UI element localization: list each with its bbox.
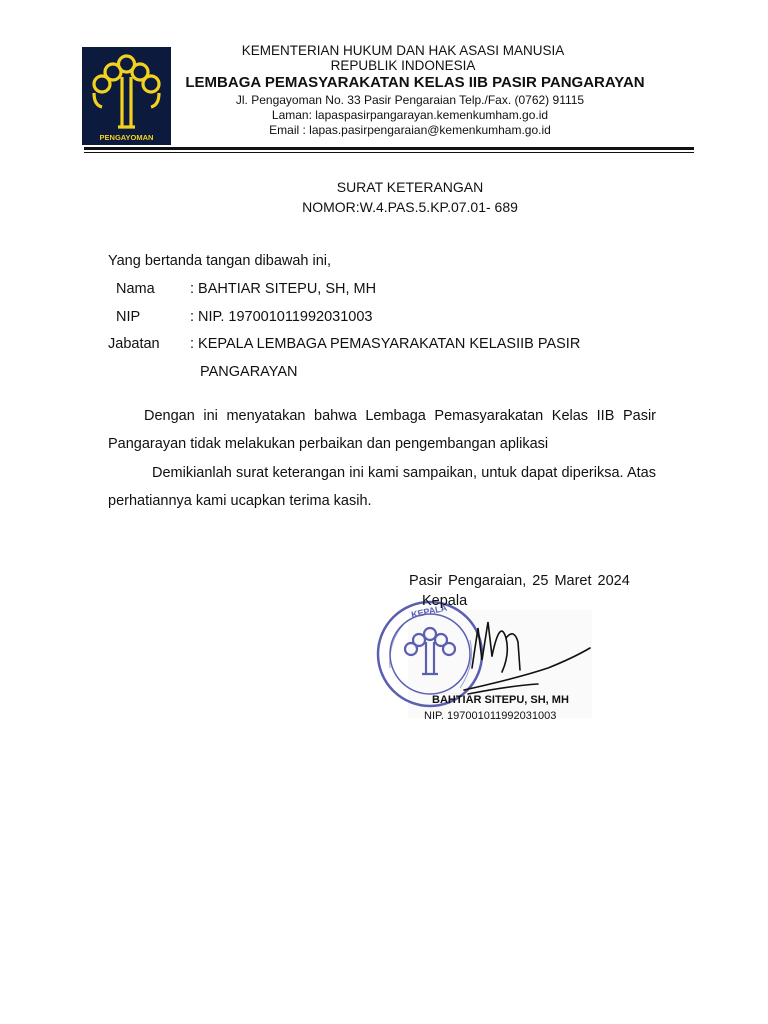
signatory-nip: NIP. 197001011992031003 xyxy=(424,710,557,722)
institution-website: Laman: lapaspasirpangarayan.kemenkumham.go.id xyxy=(271,108,549,122)
ministry-name: KEMENTERIAN HUKUM DAN HAK ASASI MANUSIA xyxy=(241,43,565,58)
svg-text:KEPALA: KEPALA xyxy=(410,602,448,620)
letterhead-divider-thin xyxy=(84,152,694,153)
statement-paragraph: Dengan ini menyatakan bahwa Lembaga Pemasyarakatan Kelas IIB Pasir Pangarayan tidak melakukan perbaikan dan pengembangan aplikasi xyxy=(108,408,656,452)
field-label-nama: Nama xyxy=(116,281,155,297)
letter-number: NOMOR:W.4.PAS.5.KP.07.01- 689 xyxy=(302,199,518,215)
signatory-name: BAHTIAR SITEPU, SH, MH xyxy=(432,694,569,706)
institution-name: LEMBAGA PEMASYARAKATAN KELAS IIB PASIR PANGARAYAN xyxy=(185,74,645,91)
field-label-jabatan: Jabatan xyxy=(108,336,160,352)
intro-line: Yang bertanda tangan dibawah ini, xyxy=(108,253,332,269)
field-value-jabatan: : KEPALA LEMBAGA PEMASYARAKATAN KELASIIB PASIR xyxy=(190,336,581,352)
institution-address: Jl. Pengayoman No. 33 Pasir Pengaraian Telp./Fax. (0762) 91115 xyxy=(235,93,585,107)
signatory-position: Kepala xyxy=(422,593,468,609)
field-value-jabatan-cont: PANGARAYAN xyxy=(200,364,298,380)
letterhead-divider-thick xyxy=(84,147,694,150)
country-name: REPUBLIK INDONESIA xyxy=(330,58,476,73)
field-value-nip: : NIP. 197001011992031003 xyxy=(190,309,373,325)
closing-paragraph: Demikianlah surat keterangan ini kami sampaikan, untuk dapat diperiksa. Atas perhatiannya kami ucapkan terima kasih. xyxy=(108,465,656,509)
field-label-nip: NIP xyxy=(116,309,141,325)
pengayoman-logo xyxy=(82,47,171,145)
place-and-date: Pasir Pengaraian, 25 Maret 2024 xyxy=(409,573,630,589)
pengayoman-tree-icon xyxy=(82,47,171,145)
svg-text:PENGAYOMAN: PENGAYOMAN xyxy=(99,133,154,142)
institution-email: Email : lapas.pasirpengaraian@kemenkumham.go.id xyxy=(269,123,551,137)
field-value-nama: : BAHTIAR SITEPU, SH, MH xyxy=(190,281,377,297)
letter-title: SURAT KETERANGAN xyxy=(336,179,484,195)
